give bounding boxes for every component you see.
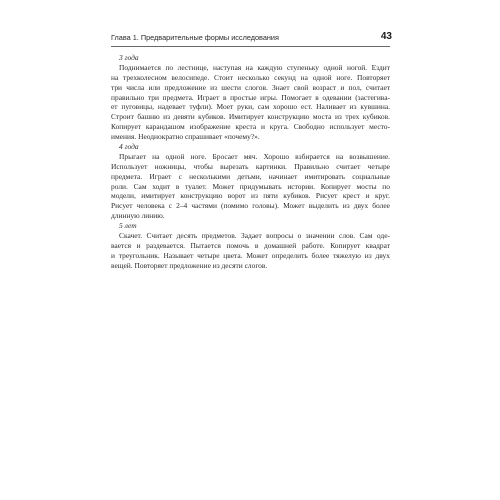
age-heading-4-years: 4 года — [119, 142, 139, 152]
paragraph-line: Использует ножницы, чтобы вырезать картинки. Правильно считает четыре — [111, 161, 390, 171]
paragraph-line: и треугольник. Называет четыре цвета. Может определить более тяжелую из двух — [111, 250, 390, 260]
paragraph-line: роли. Сам ходит в туалет. Может придумывать истории. Копирует мосты по — [111, 181, 390, 191]
paragraph-line: вещей. Повторяет предложение из десяти слогов. — [111, 260, 268, 270]
paragraph-line: Рисует человека с 2–4 частями (помимо головы). Может выделить из двух более — [111, 201, 390, 211]
paragraph-line: правильно три предмета. Играет в простые игры. Помогает в одевании (застегива- — [111, 92, 390, 102]
paragraph-line: модели, имитирует конструкцию ворот из пяти кубиков. Рисует крест и круг. — [111, 191, 390, 201]
paragraph-line: вается и раздевается. Пытается помочь в домашней работе. Копирует квадрат — [111, 240, 390, 250]
paragraph-line: три числа или предложение из шести слогов. Знает свой возраст и пол, считает — [111, 82, 390, 92]
page-number: 43 — [380, 31, 392, 42]
age-heading-5-years: 5 лет — [119, 221, 137, 231]
paragraph-line: ет пуговицы, надевает туфли). Моет руки, сам хорошо ест. Наливает из кувшина. — [111, 102, 390, 112]
paragraph-line: на трехколесном велосипеде. Стоит несколько секунд на одной ноге. Повторяет — [111, 72, 390, 82]
paragraph-line: Поднимается по лестнице, наступая на каждую ступеньку одной ногой. Ездит — [119, 62, 390, 72]
paragraph-line: Копирует карандашом изображение креста и круга. Свободно использует место- — [111, 122, 390, 132]
paragraph-line: Прыгает на одной ноге. Бросает мяч. Хорошо взбирается на возвышение. — [119, 151, 390, 161]
paragraph-line: предмета. Играет с несколькими детьми, начинает имитировать социальные — [111, 171, 390, 181]
chapter-running-title: Глава 1. Предварительные формы исследования — [111, 33, 279, 42]
body-text — [111, 53, 390, 271]
paragraph-line: имения. Неоднократно спрашивает «почему?». — [111, 132, 260, 142]
running-head — [111, 33, 392, 45]
paragraph-line: Строит башню из девяти кубиков. Имитирует конструкцию моста из трех кубиков. — [111, 112, 390, 122]
header-rule — [111, 46, 390, 47]
paragraph-line: Скачет. Считает десять предметов. Задает вопросы о значении слов. Сам оде- — [119, 231, 390, 241]
paragraph-line: длинную линию. — [111, 211, 165, 221]
age-heading-3-years: 3 года — [119, 53, 139, 62]
